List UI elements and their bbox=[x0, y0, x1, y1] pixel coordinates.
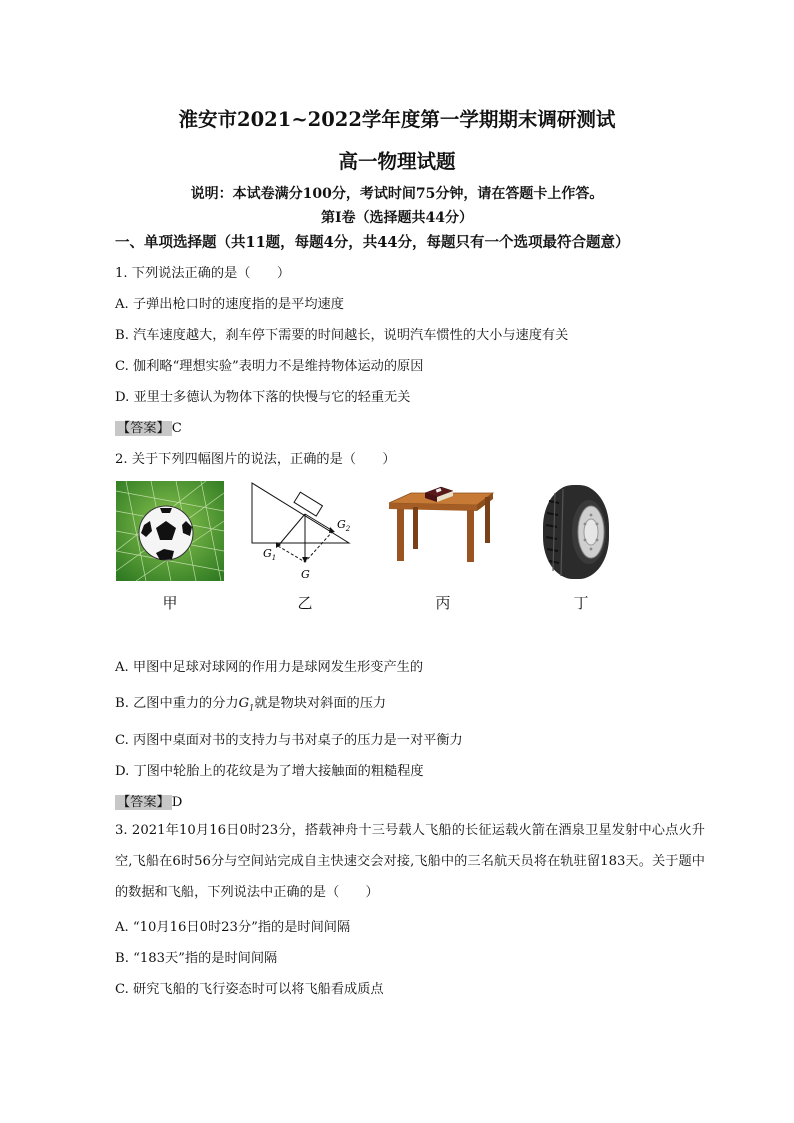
q3-option-b: B. “183天”指的是时间间隔 bbox=[115, 951, 278, 966]
q2-option-b: B. 乙图中重力的分力$G_1$就是物块对斜面的压力 bbox=[115, 696, 387, 713]
book-on-table-figure bbox=[387, 481, 495, 581]
q1-option-b: B. 汽车速度越大，刹车停下需要的时间越长，说明汽车惯性的大小与速度有关 bbox=[115, 328, 569, 343]
q2-option-a: A. 甲图中足球对球网的作用力是球网发生形变产生的 bbox=[115, 660, 424, 675]
q2-option-c: C. 丙图中桌面对书的支持力与书对桌子的压力是一对平衡力 bbox=[115, 733, 463, 748]
q3-stem: 3. 2021年10月16日0时23分，搭载神舟十三号载人飞船的长征运载火箭在酒泉卫星发射中心点火升空,飞船在6时56分与空间站完成自主快速交会对接,飞船中的三名航天员将在轨驻留183天。关于题中的数据和飞船，下列说法中正确的是（ ） bbox=[115, 823, 705, 900]
section-heading: 一、单项选择题（共11题，每题4分，共44分，每题只有一个选项最符合题意） bbox=[115, 234, 630, 251]
q2-answer bbox=[115, 791, 182, 810]
tire-figure bbox=[525, 481, 633, 581]
answer-label: 【答案】 bbox=[117, 421, 170, 436]
g1-symbol: $G_1$ bbox=[238, 696, 255, 713]
q1-option-d: D. 亚里士多德认为物体下落的快慢与它的轻重无关 bbox=[115, 390, 411, 405]
soccer-ball-figure bbox=[116, 481, 224, 581]
g1-label: $G_1$ bbox=[263, 547, 277, 562]
caption-bing: 丙 bbox=[435, 594, 451, 612]
caption-jia: 甲 bbox=[162, 594, 178, 612]
q2-stem: 2. 关于下列四幅图片的说法，正确的是（ ） bbox=[115, 452, 396, 467]
volume-heading: 第Ⅰ卷（选择题共44分） bbox=[320, 210, 474, 226]
q2-answer-value: D bbox=[171, 795, 183, 810]
caption-ding: 丁 bbox=[573, 594, 589, 612]
q1-option-c: C. 伽利略“理想实验”表明力不是维持物体运动的原因 bbox=[115, 359, 424, 374]
q3-option-c: C. 研究飞船的飞行姿态时可以将飞船看成质点 bbox=[115, 982, 384, 997]
g2-label: $G_2$ bbox=[337, 518, 351, 533]
exam-subtitle: 高一物理试题 bbox=[338, 150, 456, 173]
q1-option-a: A. 子弹出枪口时的速度指的是平均速度 bbox=[115, 297, 344, 312]
incline-force-diagram bbox=[245, 481, 353, 581]
exam-title: 淮安市2021~2022学年度第一学期期末调研测试 bbox=[178, 108, 616, 131]
q1-answer bbox=[115, 417, 182, 436]
answer-label: 【答案】 bbox=[117, 795, 170, 810]
exam-instructions: 说明：本试卷满分100分，考试时间75分钟，请在答题卡上作答。 bbox=[190, 186, 604, 202]
q2-option-d: D. 丁图中轮胎上的花纹是为了增大接触面的粗糙程度 bbox=[115, 764, 424, 779]
caption-yi: 乙 bbox=[297, 594, 313, 612]
q1-answer-value: C bbox=[171, 421, 182, 436]
g-label: G bbox=[301, 568, 310, 581]
q3-option-a: A. “10月16日0时23分”指的是时间间隔 bbox=[115, 920, 351, 935]
q1-stem: 1. 下列说法正确的是（ ） bbox=[115, 266, 291, 281]
